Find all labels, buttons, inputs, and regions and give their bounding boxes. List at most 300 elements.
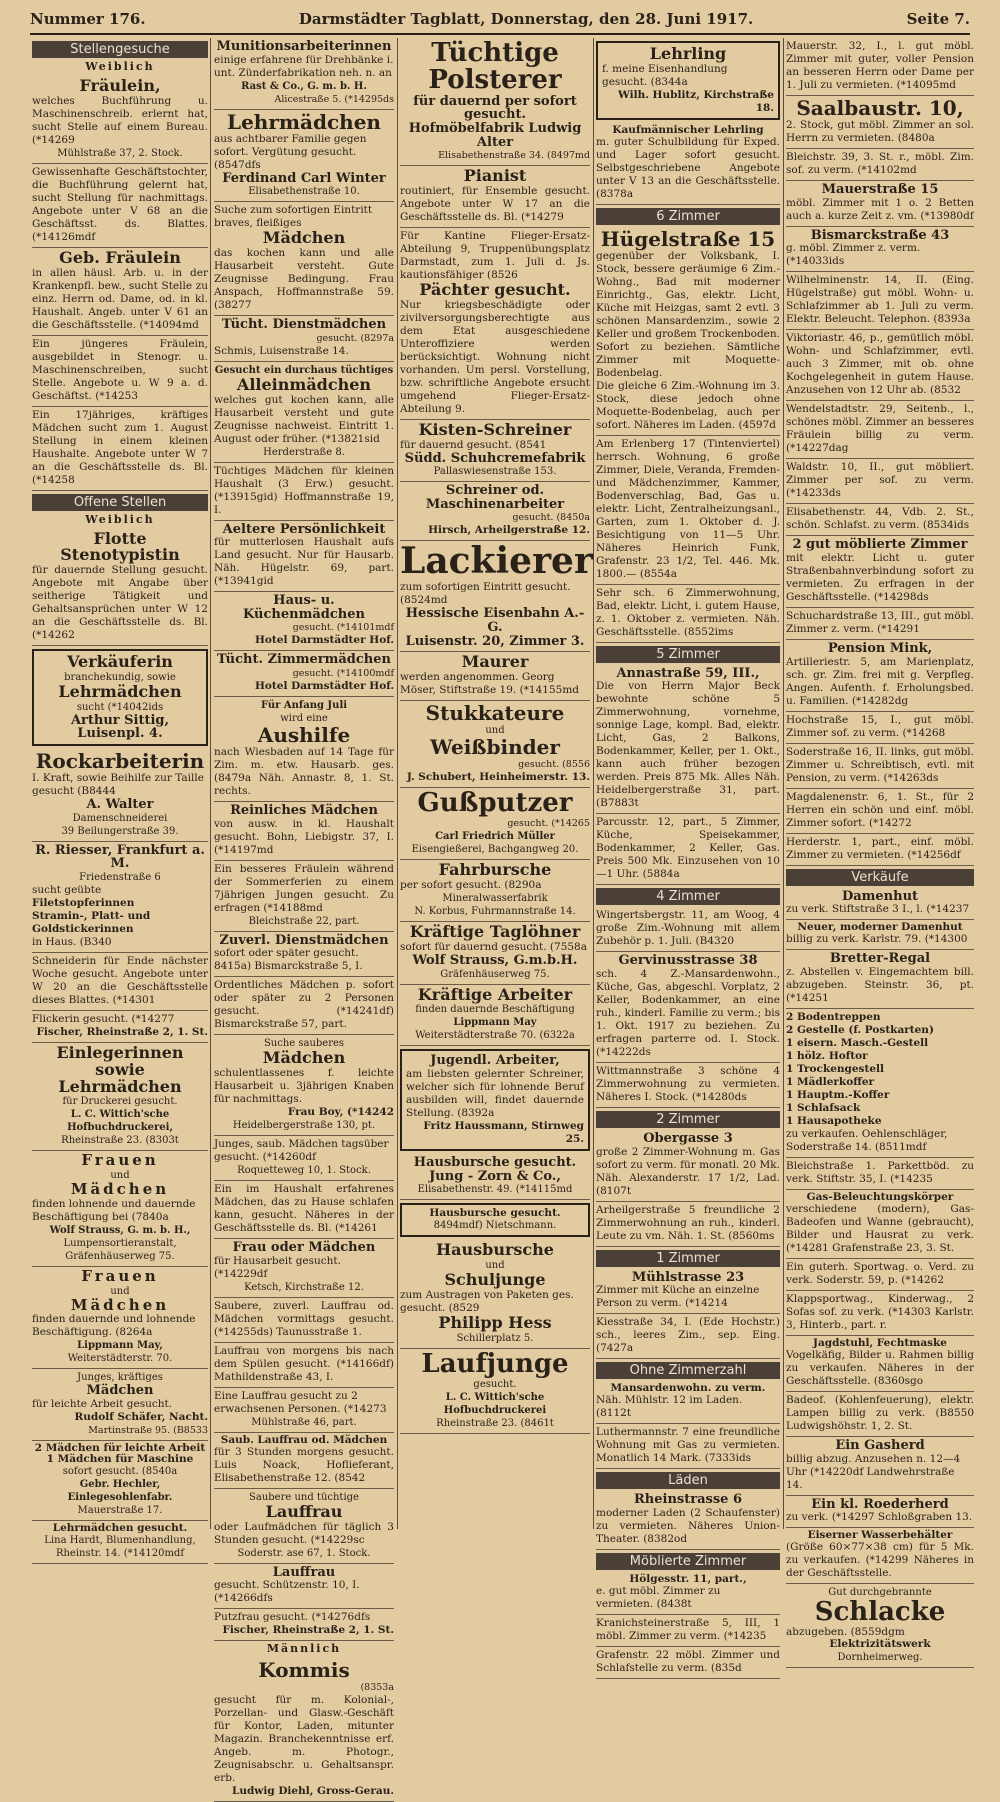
boxed-ad <box>400 1049 590 1151</box>
ad <box>786 640 974 712</box>
ad-headline: Aushilfe <box>257 723 351 748</box>
ad <box>32 1043 208 1151</box>
ad-text: finden lohnende und dauernde Beschäftigung bei (7840a <box>32 1197 196 1223</box>
ad-text: Damenschneiderei <box>72 812 168 824</box>
ad <box>786 272 974 330</box>
ad-text: sucht (*14042ids <box>76 701 164 713</box>
ad <box>214 1298 394 1343</box>
ad <box>786 149 974 181</box>
column-5 <box>786 38 974 1663</box>
page-header <box>30 6 970 32</box>
ad <box>32 76 208 164</box>
column-divider <box>397 38 398 1529</box>
ad <box>214 592 394 651</box>
ad-item: 1 Schlafsack <box>786 1101 861 1114</box>
ad-text: g. möbl. Zimmer z. verm. (*14033ids <box>786 242 921 268</box>
ad <box>214 1564 394 1610</box>
ad <box>786 789 974 834</box>
ad <box>786 1336 974 1392</box>
ad-text: gesucht. (*14101mdf <box>292 622 394 634</box>
ad-headline: Mädchen <box>86 1383 154 1399</box>
boxed-ad <box>596 41 780 120</box>
ad-text: welches Buchführung u. Maschinenschreib. erlernt hat, sucht Stelle auf einem Bureau. (*14269 <box>32 94 208 146</box>
ad-text: Wingertsbergstr. 11, am Woog, 4 große Zim.-Wohnung mit allem Zubehör p. 1. Juli. (B4320 <box>596 909 780 948</box>
ad-headline: R. Riesser, Frankfurt a. M. <box>35 842 205 872</box>
ad <box>214 362 394 463</box>
ad-address: Dornheimerweg. <box>837 1651 923 1663</box>
ad <box>400 482 590 541</box>
ad-address: N. Korbus, Fuhrmannstraße 14. <box>414 906 576 918</box>
column-1 <box>32 38 208 1560</box>
ad-text: Ein 17jähriges, kräftiges Mädchen sucht zum 1. August Stellung in einem kleinen Haushalte. Angebote unter W 7 an die Geschäftsstelle ds. Bl. (*14258 <box>32 408 208 486</box>
ad-signature: Lina Hardt, Blumenhandlung, Rheinstr. 14. (*14120mdf <box>44 1535 196 1560</box>
ad-signature: Fischer, Rheinstraße 2, 1. St. <box>36 1025 208 1038</box>
ad-headline: sowie Lehrmädchen <box>58 1059 182 1096</box>
ad-text: (Größe 60×77×38 cm) für 5 Mk. zu verkaufen. (*14299 Näheres in der Geschäftsstelle. <box>786 1541 974 1580</box>
ad-text: Grafenstr. 22 möbl. Zimmer und Schlafstelle zu verm. (835d <box>596 1649 780 1675</box>
ad-text: Schneiderin für Ende nächster Woche gesucht. Angebote unter W 20 an die Geschäftsstelle dieses Blattes. (*14301 <box>32 954 208 1006</box>
ad-headline: Mädchen <box>262 228 346 248</box>
ad-signature: Hotel Darmstädter Hof. <box>255 634 394 647</box>
ad-text: Gewissenhafte Geschäftstochter, die Buchführung gelernt hat, sucht Stellung für nachmittags. Angebote unter V 68 an die Geschäftsst. ds. Blattes. (*14126mdf <box>32 165 208 243</box>
ad <box>786 712 974 744</box>
ad-text: zu verk. Stiftstraße 3 I., l. (*14237 <box>786 903 970 916</box>
ad-headline: Schuljunge <box>444 1270 546 1290</box>
ad-signature: Mineralwasserfabrik <box>442 893 548 905</box>
ad-item: 2 Gestelle (f. Postkarten) <box>786 1023 934 1036</box>
ad-signature: Südd. Schuhcremefabrik <box>404 450 586 466</box>
ad <box>32 1521 208 1564</box>
ad-headline: Reinliches Mädchen <box>230 803 378 819</box>
ad <box>400 540 593 652</box>
ad-headline: Verkäuferin <box>67 652 173 672</box>
ad-headline: Damenhut <box>841 888 919 904</box>
ad-text: Mauerstr. 32, I., l. gut möbl. Zimmer mit guter, voller Pension an besseren Herrn oder Dame per 1. Juli zu vermieten. (*14095md <box>786 40 974 91</box>
ad-headline: Ein Gasherd <box>835 1437 925 1453</box>
column-divider <box>210 38 211 1529</box>
ad-headline: Hölgesstr. 11, part., <box>629 1573 747 1586</box>
ad-text: Arheilgerstraße 5 freundliche 2 Zimmerwohnung an ruh., kinderl. Leute zu vm. Näh. 1. St. (8560ms <box>596 1203 780 1242</box>
ad-headline: Kaufmännischer Lehrling <box>612 123 764 136</box>
ad-headline: Eiserner Wasserbehälter <box>807 1529 953 1542</box>
ad <box>32 1369 208 1441</box>
ad-headline: Mansardenwohn. zu verm. <box>610 1382 766 1395</box>
ad <box>32 842 208 953</box>
ad-headline: Haus- u. Küchenmädchen <box>243 593 365 622</box>
column-4 <box>596 38 780 1675</box>
ad-signature: Gebr. Hechler, Einlegesohlenfabr. <box>67 1479 173 1504</box>
ad-text: Sehr sch. 6 Zimmerwohnung, Bad, elektr. Licht, i. gutem Hause, z. 1. Oktober z. vermieten. Näh. Geschäftsstelle. (8552ims <box>596 586 780 638</box>
section-1-zimmer: 1 Zimmer <box>596 1250 780 1267</box>
ad-text: zum sofortigen Eintritt gesucht. (8524md <box>400 581 571 607</box>
ad-text: große 2 Zimmer-Wohnung m. Gas sofort zu verm. für monatl. 20 Mk. Näh. Alexanderstr. 17 1/2, Lad. (8107t <box>596 1145 780 1197</box>
ad <box>32 248 208 336</box>
ad-headline: Lauffrau <box>272 1564 336 1580</box>
ad-address: Elisabethenstr. 49. (*14115md <box>417 1184 573 1196</box>
section-4-zimmer: 4 Zimmer <box>596 888 780 905</box>
ad-text: Flickerin gesucht. (*14277 <box>32 1012 175 1025</box>
ad-address: Eisengießerei, Bachgangweg 20. <box>411 844 579 856</box>
ad-item: 1 Mädlerkoffer <box>786 1075 875 1088</box>
ad-text: gesucht. (8450a <box>512 512 590 524</box>
ad <box>32 529 208 647</box>
ad <box>400 1349 590 1434</box>
ad-address: 39 Beilungerstraße 39. <box>61 825 179 837</box>
ad-item: 2 Bodentreppen <box>786 1010 881 1023</box>
ad <box>32 1151 208 1267</box>
ad <box>786 744 974 789</box>
ad-headline: Schreiner od. Maschinenarbeiter <box>425 483 565 512</box>
boxed-ad <box>32 649 208 746</box>
ad <box>596 1424 780 1469</box>
ad-headline: Lehrmädchen <box>58 681 182 701</box>
ad-headline: Kisten-Schreiner <box>418 419 572 439</box>
ad <box>596 436 780 585</box>
ad <box>214 1136 394 1181</box>
ad-address: Pallaswiesenstraße 153. <box>433 466 557 478</box>
ad-item: 1 eisern. Masch.-Gestell <box>786 1036 929 1049</box>
ad-headline: Maurer <box>461 652 529 672</box>
ad <box>596 1381 780 1424</box>
ad-signature: Hotel Darmstädter Hof. <box>255 680 394 693</box>
ad <box>32 1267 208 1370</box>
ad-text: schulentlassenes f. leichte Hausarbeit u. 3jährigen Knaben für nachmittags. <box>214 1067 394 1106</box>
ad-text: Luthermannstr. 7 eine freundliche Wohnung mit Gas zu vermieten. Monatlich 14 Mark. (7333ids <box>596 1426 780 1465</box>
ad-text: Tüchtiges Mädchen für kleinen Haushalt (3 Erw.) gesucht. (*13915gid) Hoffmannstraße 19, I. <box>214 464 394 516</box>
ad <box>400 860 590 922</box>
ad-address: Luisenstr. 20, Zimmer 3. <box>405 633 585 649</box>
ad <box>786 1528 974 1584</box>
ad <box>786 181 974 227</box>
ad-text: sucht geübte <box>32 883 102 896</box>
ad <box>596 814 780 885</box>
ad-text: Goldstickerinnen <box>32 922 134 935</box>
ad-text: Schuchardstraße 13, III., gut möbl. Zimmer z. verm. (*14291 <box>786 609 974 635</box>
ad <box>214 1388 394 1433</box>
ad <box>596 907 780 952</box>
ad-signature: Wolf Strauss, G. m. b. H., <box>49 1224 191 1236</box>
ad-text: Hochstraße 15, I., gut möbl. Zimmer sof. zu verm. (*14268 <box>786 713 974 739</box>
ad <box>32 164 208 248</box>
ad-signature: Schmis, Luisenstraße 14. <box>214 344 349 357</box>
ad-text: Herderstr. 1, part., einf. möbl. Zimmer zu vermieten. (*14256df <box>786 835 974 861</box>
ad-text: 2. Stock, gut möbl. Zimmer an sol. Herrn zu vermieten. (8480a <box>786 119 974 144</box>
ad <box>32 749 208 842</box>
ad-text: m. guter Schulbildung für Exped. und Lager sofort gesucht. Selbstgeschriebene Angebote unter V 13 an die Geschäftsstelle. (8378a <box>596 135 780 200</box>
ad-text: Näh. Mühlstr. 12 im Laden. (8112t <box>596 1394 743 1420</box>
ad <box>32 953 208 1011</box>
ad-signature: L. C. Wittich'sche Hofbuchdruckerei, <box>67 1109 173 1134</box>
ad-signature: Hirsch, Arheilgerstraße 12. <box>428 524 590 537</box>
issue-number: Nummer 176. <box>30 10 146 28</box>
ad-signature: Rast & Co., G. m. b. H. <box>241 80 367 92</box>
ad-text: sofort oder später gesucht. 8415a) Bismarckstraße 5, I. <box>214 947 363 973</box>
ad-text: das kochen kann und alle Hausarbeit versteht. Gute Zeugnisse Bedingung. Frau Anspach, Hoffmannstraße 59. (38277 <box>214 247 394 312</box>
ad-headline: Schlacke <box>814 1597 946 1628</box>
ad <box>596 585 780 643</box>
page-number: Seite 7. <box>906 10 970 28</box>
ad-address: Elisabethenstraße 34. (8497md <box>438 150 590 162</box>
ad-text: für Hausarbeit gesucht. (*14229df <box>214 1254 341 1280</box>
ad-headline: Ein kl. Roederherd <box>811 1496 949 1512</box>
ad-text: oder Laufmädchen für täglich 3 Stunden gesucht. (*14229sc <box>214 1520 394 1546</box>
ad-text: Wilhelminenstr. 14, II. (Eing. Hügelstraße) gut möbl. Wohn- u. Schlafzimmer ab 1. Juli zu verm. Elektr. Beleucht. Telephon. (8393a <box>786 274 974 326</box>
ad <box>214 1433 394 1489</box>
ad <box>596 952 780 1063</box>
column-2 <box>214 38 394 1798</box>
ad-text: billig abzug. Anzusehen n. 12—4 Uhr (*14220df Landwehrstraße 14. <box>786 1452 961 1491</box>
ad-address: Lumpensortieranstalt, Gräfenhäuserweg 75. <box>63 1237 177 1262</box>
newspaper-title: Darmstädter Tagblatt, Donnerstag, den 28. Juni 1917. <box>298 10 754 28</box>
ad-text: Lauffrau von morgens bis nach dem Spülen gesucht. (*14166df) Mathildenstraße 43, I. <box>214 1344 394 1383</box>
ad-headline: Gas-Beleuchtungskörper <box>806 1190 954 1203</box>
ad-headline: Fahrbursche <box>438 860 552 880</box>
ad-headline: 2 gut möblierte Zimmer <box>792 537 968 553</box>
ad <box>32 1011 208 1043</box>
ad-signature: J. Schubert, Heinheimerstr. 13. <box>406 770 590 783</box>
ad-text: Klappsportwag., Kinderwag., 2 Sofas sof. zu verk. (*14303 Karlstr. 3, Hinterb., part. r. <box>786 1292 974 1331</box>
ad-headline: Tüchtige Polsterer <box>428 38 562 96</box>
ad-headline: 1 Mädchen für Maschine <box>46 1453 194 1466</box>
ad-text: Für Kantine Flieger-Ersatz-Abteilung 9, Truppenübungsplatz Darmstadt, zum 1. Juli d. Js. kautionsfähiger (8526 <box>400 229 590 281</box>
ad-headline: Kräftige Arbeiter <box>417 984 573 1004</box>
ad-text: einige erfahrene für Drehbänke i. unt. Zünderfabrikation neh. n. an <box>214 53 394 79</box>
ad-text: für mutterlosen Haushalt aufs Land gesucht. Nur für Hausarb. Näh. Hügelstr. 69, part. (*13941gid <box>214 536 394 588</box>
ad-text: sofort für dauernd gesucht. (7558a <box>400 940 588 953</box>
ad <box>400 788 590 860</box>
ad-text: Ein jüngeres Fräulein, ausgebildet in Stenogr. u. Maschinenschreiben, sucht Stelle. Angebote u. W 9 a. d. Geschäftst. (*14253 <box>32 337 208 402</box>
ad <box>214 651 394 697</box>
ad-address: Mühlstraße 37, 2. Stock. <box>57 147 183 159</box>
ad-address: Mühlstraße 46, part. <box>251 1416 357 1428</box>
ad <box>596 1615 780 1647</box>
ad-subheadline: für dauernd per sofort gesucht. <box>413 93 577 123</box>
ad <box>32 336 208 407</box>
ad <box>400 652 590 701</box>
ad-signature: Philipp Hess <box>438 1312 552 1332</box>
ad <box>214 521 394 593</box>
ad-text: und <box>485 1260 505 1272</box>
ad-text: Ein guterh. Sportwag. o. Verd. zu verk. Soderstr. 59, p. (*14262 <box>786 1260 974 1286</box>
ad <box>786 950 974 1009</box>
ad-text: zum Austragen von Paketen ges. gesucht. (8529 <box>400 1288 574 1314</box>
ad-text: gesucht. Schützenstr. 10, I. (*14266dfs <box>214 1579 360 1605</box>
ad <box>786 834 974 866</box>
ad-text: Parcusstr. 12, part., 5 Zimmer, Küche, Speisekammer, Bodenkammer, 2 Keller, Gas. Preis 500 Mk. Einzusehen von 10—1 Uhr. (5884a <box>596 816 780 881</box>
ad <box>786 1190 974 1259</box>
ad-signature: Lippmann May, <box>77 1340 163 1352</box>
subsection-weiblich: Weiblich <box>85 512 155 526</box>
ad-address: Schillerplatz 5. <box>456 1332 534 1344</box>
subsection-weiblich: Weiblich <box>85 60 155 73</box>
ad-headline: Neuer, moderner Damenhut <box>797 921 963 934</box>
ad-address: Rheinstraße 23. (8303t <box>61 1135 179 1147</box>
ad <box>400 38 590 166</box>
ad-signature: Arthur Sittig, Luisenpl. 4. <box>70 712 170 742</box>
ad-headline: Einlegerinnen <box>56 1042 184 1062</box>
ad-text: gesucht. (8556 <box>518 758 590 770</box>
section-laeden: Läden <box>596 1472 780 1489</box>
ad <box>214 463 394 521</box>
ad-text: Suche zum sofortigen Eintritt braves, fleißiges <box>214 204 373 230</box>
ad-text: billig zu verk. Karlstr. 79. (*14300 <box>786 933 968 946</box>
ad-signature: Fritz Haussmann, Stirnweg 25. <box>423 1119 584 1145</box>
ad-text: werden angenommen. Georg Möser, Stiftstraße 19. (*14155md <box>400 670 580 696</box>
ad-text: nach Wiesbaden auf 14 Tage für Zim. m. etw. Hausarb. ges. (8479a Näh. Annastr. 8, 1. St. rechts. <box>214 746 394 798</box>
ad-headline: Jagdstuhl, Fechtmaske <box>812 1336 947 1349</box>
ad-text: I. Kraft, sowie Beihilfe zur Taille gesucht (B8444 <box>32 772 204 798</box>
ad-headline: Aeltere Persönlichkeit <box>222 521 386 537</box>
ad <box>214 1658 394 1802</box>
ad-headline: Frauen <box>81 1151 159 1170</box>
ad-headline: Lehrmädchen gesucht. <box>52 1522 188 1535</box>
ad-text: Saubere und tüchtige <box>249 1491 359 1503</box>
section-2-zimmer: 2 Zimmer <box>596 1111 780 1128</box>
ad-text: für dauernde Stellung gesucht. Angebote mit Angabe über seitherige Tätigkeit und Gehaltsansprüchen unter W 12 an die Geschäftsstelle ds. Bl. (*14262 <box>32 564 208 642</box>
ad-text: Friedenstraße 6 <box>79 871 161 883</box>
ad-text: f. meine Eisenhandlung gesucht. (8344a <box>602 62 728 88</box>
ad-headline: 2 Mädchen für leichte Arbeit <box>34 1442 206 1455</box>
ad-text: branchekundig, sowie <box>64 671 176 683</box>
ad-headline: Gervinusstrasse 38 <box>618 953 758 969</box>
ad <box>214 1181 394 1239</box>
ad-text: für Druckerei gesucht. <box>62 1096 178 1108</box>
ad <box>400 420 590 482</box>
ad-text: möbl. Zimmer mit 1 o. 2 Betten auch a. kurze Zeit z. vm. (*13980df <box>786 196 974 222</box>
ad-text: Suche sauberes <box>263 1038 345 1050</box>
ad-text: Filetstopferinnen <box>32 896 135 909</box>
ad-text: abzugeben. (8559dgm <box>786 1626 905 1639</box>
section-6-zimmer: 6 Zimmer <box>596 208 780 225</box>
ad-headline: Weißbinder <box>430 734 560 759</box>
ad-text: Wendelstadtstr. 29, Seitenb., l., schönes möbl. Zimmer an besseres Fräulein billig zu verm. (*14227dag <box>786 403 974 455</box>
ad-headline: Kommis <box>258 1658 350 1683</box>
ad <box>214 932 394 978</box>
ad-text: Wittmannstraße 3 schöne 4 Zimmerwohnung zu vermieten. Näheres I. Stock. (*14280ds <box>596 1065 780 1104</box>
ad-text: Junges, kräftiges <box>77 1372 163 1384</box>
ad-headline: Geb. Fräulein <box>59 247 181 267</box>
ad-text: gesucht. (*14265 <box>507 818 590 830</box>
ad-headline: Bretter-Regal <box>829 951 931 967</box>
ad <box>596 123 780 205</box>
ad <box>596 1572 780 1615</box>
ad-signature: Rudolf Schäfer, Nacht. <box>74 1411 208 1424</box>
ad-text: 8494mdf) Nietschmann. <box>433 1220 557 1232</box>
ad <box>786 38 974 96</box>
ad-item: 1 hölz. Hoftor <box>786 1049 868 1062</box>
ad-text: Ein im Haushalt erfahrenes Mädchen, das zu Hause schlafen kann, gesucht. Näheres in der Geschäftsstelle ds. Bl. (*14261 <box>214 1183 394 1235</box>
ad-headline: Mädchen <box>262 1048 346 1068</box>
ad <box>32 1441 208 1521</box>
ad-signature: Carl Friedrich Müller <box>435 831 555 843</box>
ad-text: Badeof. (Kohlenfeuerung), elektr. Lampen billig zu verk. (B8550 Ludwigshöhstr. 1, 2. St. <box>786 1393 974 1432</box>
section-stellengesuche: Stellengesuche <box>32 41 208 58</box>
ad <box>596 1491 780 1550</box>
section-5-zimmer: 5 Zimmer <box>596 646 780 663</box>
ad-headline: Lauffrau <box>265 1501 343 1521</box>
ad-text: gesucht. <box>473 1378 517 1390</box>
ad-text: von ausw. in kl. Haushalt gesucht. Bohn, Liebigstr. 37, I. (*14197md <box>214 817 394 856</box>
ad-headline: Mädchen <box>70 1180 170 1199</box>
ad-text: Elisabethenstr. 44, Vdb. 2. St., schön. Schlafst. zu verm. (8534ids <box>786 506 974 532</box>
ad-headline: Frauen <box>81 1266 159 1285</box>
ad-text: Bleichstr. 39, 3. St. r., möbl. Zim. sof. zu verm. (*14102md <box>786 151 974 176</box>
ad-headline: Zuverl. Dienstmädchen <box>219 932 389 948</box>
ad-address: Weiterstädterstr. 70. <box>67 1353 173 1365</box>
ad-signature: Lippmann May <box>453 1017 537 1029</box>
ad <box>214 1489 394 1564</box>
ad-text: Soderstraße 16, II. links, gut möbl. Zimmer u. Schreibtisch, evtl. mit Pension, zu verm. (*14263ds <box>786 745 974 784</box>
ad-text: sch. 4 Z.-Mansardenwohn., Küche, Gas, abgeschl. Vorplatz, 2 Keller, Bodenkammer, an eine ruh., kinderl. Familie zu verm.; bis 1. Okt. 1917 zu beziehen. Zu erfragen parterre od. I. Stock. (*14222ds <box>596 968 780 1059</box>
ad <box>400 166 590 228</box>
ad-item: 1 Trockengestell <box>786 1062 884 1075</box>
ad-text: sofort gesucht. (8540a <box>62 1466 178 1478</box>
ad-text: Kranichsteinerstraße 5, III, 1 möbl. Zimmer zu verm. (*14235 <box>596 1617 780 1643</box>
ad-text: Nur kriegsbeschädigte oder zivilversorgungsberechtigte aus dem Etat ausgeschiedene Unteroffiziere werden berücksichtigt. Wohnung nicht vorhanden. Um persl. Vorstellung, bzw. schriftliche Angebote ersucht umgehend Flieger-Ersatz-Abteilung 9. <box>400 298 590 415</box>
ad <box>214 802 394 861</box>
ad-text: Ein besseres Fräulein während der Sommerferien zu einem 7jährigen Jungen gesucht. Zu erfragen (*14188md <box>214 862 394 914</box>
ad <box>786 1392 974 1437</box>
section-moeblierte-zimmer: Möblierte Zimmer <box>596 1553 780 1570</box>
ad-text: und <box>110 1285 130 1297</box>
ad-text: e. gut möbl. Zimmer zu vermieten. (8438t <box>596 1585 721 1611</box>
ad <box>786 1291 974 1336</box>
ad-signature: Ludwig Diehl, Gross-Gerau. <box>231 1785 394 1798</box>
ad-text: Die gleiche 6 Zim.-Wohnung im 3. Stock, diese jedoch ohne Moquette-Bodenbelag, auch per sofort. Näheres im Laden. (4597d <box>596 379 780 431</box>
ad-headline: Alleinmädchen <box>236 374 372 394</box>
ad-headline: Obergasse 3 <box>643 1131 733 1147</box>
header-rule <box>30 33 970 35</box>
ad-address: Bleichstraße 22, part. <box>248 915 360 927</box>
ad <box>786 1009 974 1158</box>
ad-code: (8353a <box>360 1682 394 1694</box>
ad <box>214 38 394 110</box>
ad-signature: A. Walter <box>86 797 154 813</box>
ad-address: Alicestraße 5. (*14295ds <box>274 93 394 105</box>
ad <box>214 1609 394 1641</box>
ad-text: und <box>485 724 505 736</box>
ad-address: Elisabethenstraße 10. <box>248 186 360 198</box>
ad-item: 1 Hausapotheke <box>786 1114 882 1127</box>
ad <box>214 1239 394 1298</box>
ad-text: Bleichstraße 1. Parkettböd. zu verk. Stiftstr. 35, I. (*14235 <box>786 1159 974 1185</box>
ad-text: finden dauernde und lohnende Beschäftigung. (8264a <box>32 1313 196 1339</box>
ad-headline: Lehrling <box>649 44 727 63</box>
ad-text: verschiedene (modern), Gas-Badeofen und Wanne (gebraucht), Bilder und Hausrat zu verk. (*14281 Grafenstraße 23, 3. St. <box>786 1202 974 1254</box>
subsection-maennlich: Männlich <box>266 1642 342 1656</box>
ad-text: Gesucht ein durchaus tüchtiges <box>214 364 394 376</box>
boxed-ad <box>400 1203 590 1237</box>
ad <box>786 1584 974 1667</box>
ad <box>596 665 780 815</box>
ad-text: moderner Laden (2 Schaufenster) zu vermieten. Näheres Union-Theater. (8382od <box>596 1507 780 1546</box>
ad-headline: Pianist <box>463 166 527 186</box>
ad <box>596 1647 780 1679</box>
ad <box>400 1240 590 1348</box>
ad-headline: Annastraße 59, III., <box>616 665 760 681</box>
ad <box>400 228 590 420</box>
ad-text: Zimmer mit Küche an einzelne Person zu verm. (*14214 <box>596 1284 760 1310</box>
ad <box>596 1202 780 1247</box>
ad <box>786 459 974 504</box>
ad-text: Junges, saub. Mädchen tagsüber gesucht. (*14260df <box>214 1138 389 1164</box>
ad-text: Artilleriestr. 5, am Marienplatz, sch. gr. Zim. frei mit g. Verpfleg. Angen. Aufenth. f. Erholungsbed. u. Familien. (*14282dg <box>786 655 974 707</box>
ad <box>786 227 974 273</box>
ad-text: finden dauernde Beschäftigung <box>415 1004 575 1016</box>
ad <box>786 920 974 950</box>
ad-text: gesucht. (*14100mdf <box>292 668 394 680</box>
section-ohne-zimmerzahl: Ohne Zimmerzahl <box>596 1362 780 1379</box>
